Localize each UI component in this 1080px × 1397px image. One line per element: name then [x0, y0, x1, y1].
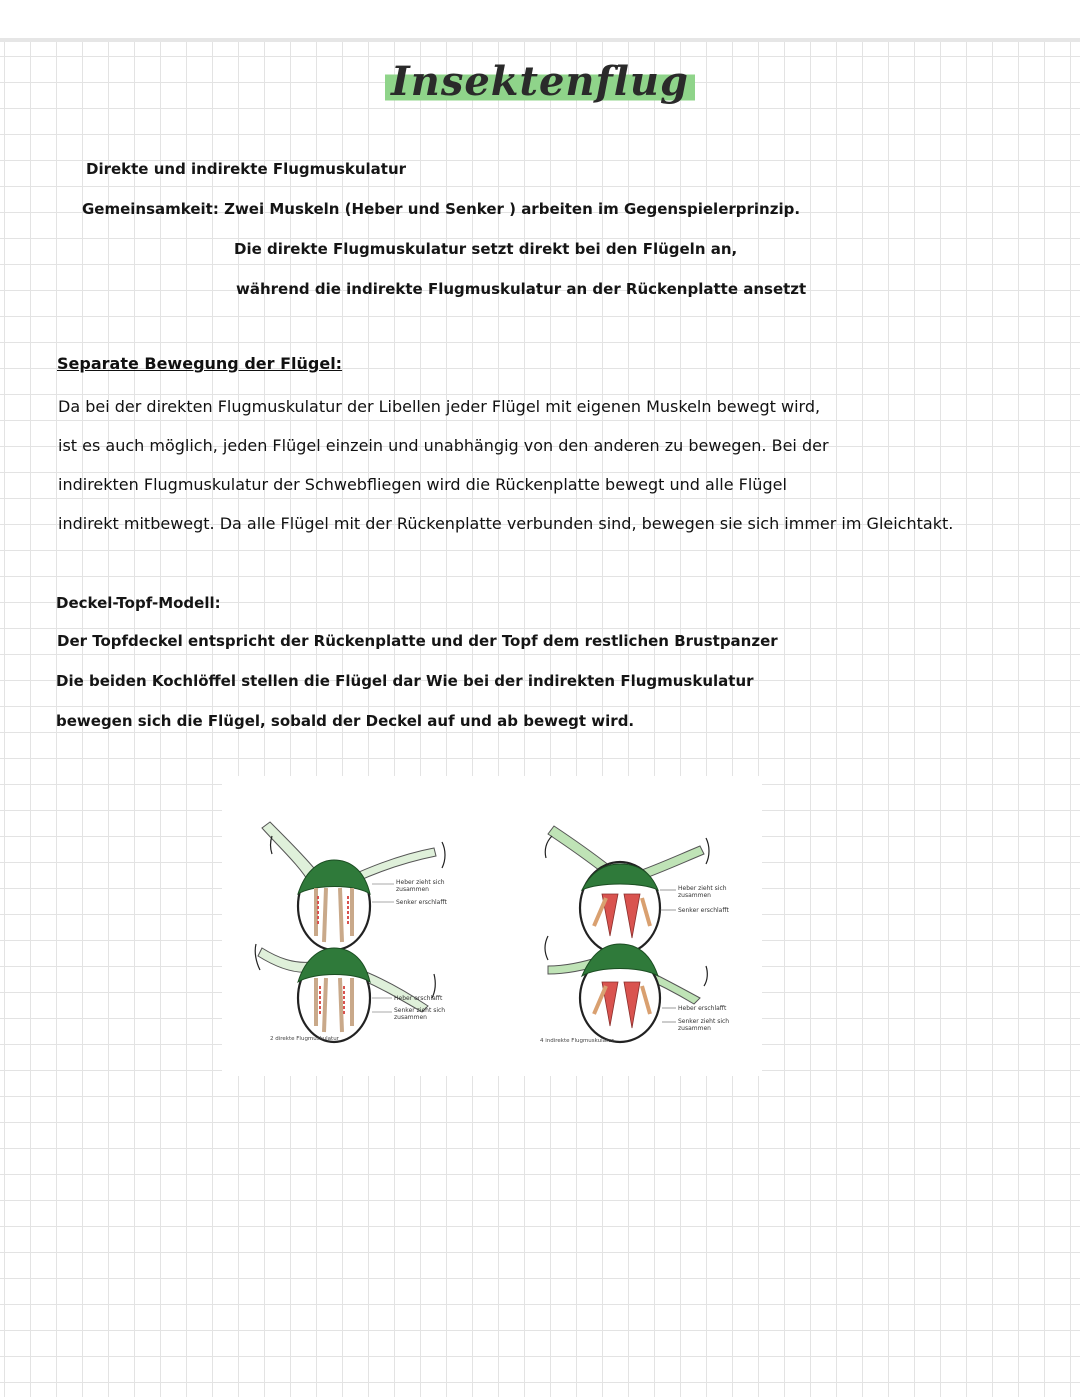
- separate-heading: Separate Bewegung der Flügel:: [57, 354, 343, 373]
- left-top-label-2: zusammen: [396, 886, 429, 893]
- intro-line-2: Gemeinsamkeit: Zwei Muskeln (Heber und Senker ) arbeiten im Gegenspielerprinzip.: [82, 200, 801, 218]
- separate-line-2: ist es auch möglich, jeden Flügel einzein und unabhängig von den anderen zu bewegen. Bei der: [58, 436, 829, 455]
- right-top-label-2: zusammen: [678, 892, 711, 899]
- right-diagram-bottom: [540, 936, 729, 1044]
- page-title: [0, 58, 1080, 105]
- right-top-label-3: Senker erschlafft: [678, 907, 729, 914]
- right-bottom-label-1: Heber erschlafft: [678, 1005, 727, 1012]
- left-bottom-label-3: zusammen: [394, 1014, 427, 1021]
- intro-line-1: Direkte und indirekte Flugmuskulatur: [86, 160, 407, 178]
- flight-muscle-figure: [222, 776, 762, 1076]
- separate-line-1: Da bei der direkten Flugmuskulatur der Libellen jeder Flügel mit eigenen Muskeln bewegt wird,: [58, 397, 821, 416]
- separate-line-3: indirekten Flugmuskulatur der Schwebfliegen wird die Rückenplatte bewegt und alle Flügel: [58, 475, 787, 494]
- right-diagram-top: [545, 826, 729, 954]
- model-line-3: bewegen sich die Flügel, sobald der Deckel auf und ab bewegt wird.: [56, 712, 635, 730]
- model-line-2: Die beiden Kochlöffel stellen die Flügel dar Wie bei der indirekten Flugmuskulatur: [56, 672, 754, 690]
- left-top-label-3: Senker erschlafft: [396, 899, 447, 906]
- left-bottom-label-2: Senker zieht sich: [394, 1007, 446, 1014]
- model-line-1: Der Topfdeckel entspricht der Rückenplatte und der Topf dem restlichen Brustpanzer: [57, 632, 778, 650]
- separate-line-4: indirekt mitbewegt. Da alle Flügel mit der Rückenplatte verbunden sind, bewegen sie sich immer im Gleichtakt.: [58, 514, 954, 533]
- top-bar: [0, 0, 1080, 42]
- left-diagram-top: [262, 822, 447, 950]
- model-heading: Deckel-Topf-Modell:: [56, 594, 221, 612]
- left-bottom-label-1: Heber erschlafft: [394, 995, 443, 1002]
- right-bottom-label-3: zusammen: [678, 1025, 711, 1032]
- figure-drawing: [222, 776, 762, 1076]
- right-caption: 4 indirekte Flugmuskulatur: [540, 1038, 614, 1044]
- right-top-label-1: Heber zieht sich: [678, 885, 727, 892]
- title-text: Insektenflug: [385, 58, 695, 105]
- left-caption: 2 direkte Flugmuskulatur: [270, 1036, 339, 1042]
- left-top-label-1: Heber zieht sich: [396, 879, 445, 886]
- intro-line-4: während die indirekte Flugmuskulatur an der Rückenplatte ansetzt: [236, 280, 807, 298]
- right-bottom-label-2: Senker zieht sich: [678, 1018, 730, 1025]
- left-diagram-bottom: [255, 944, 445, 1042]
- intro-line-3: Die direkte Flugmuskulatur setzt direkt bei den Flügeln an,: [234, 240, 738, 258]
